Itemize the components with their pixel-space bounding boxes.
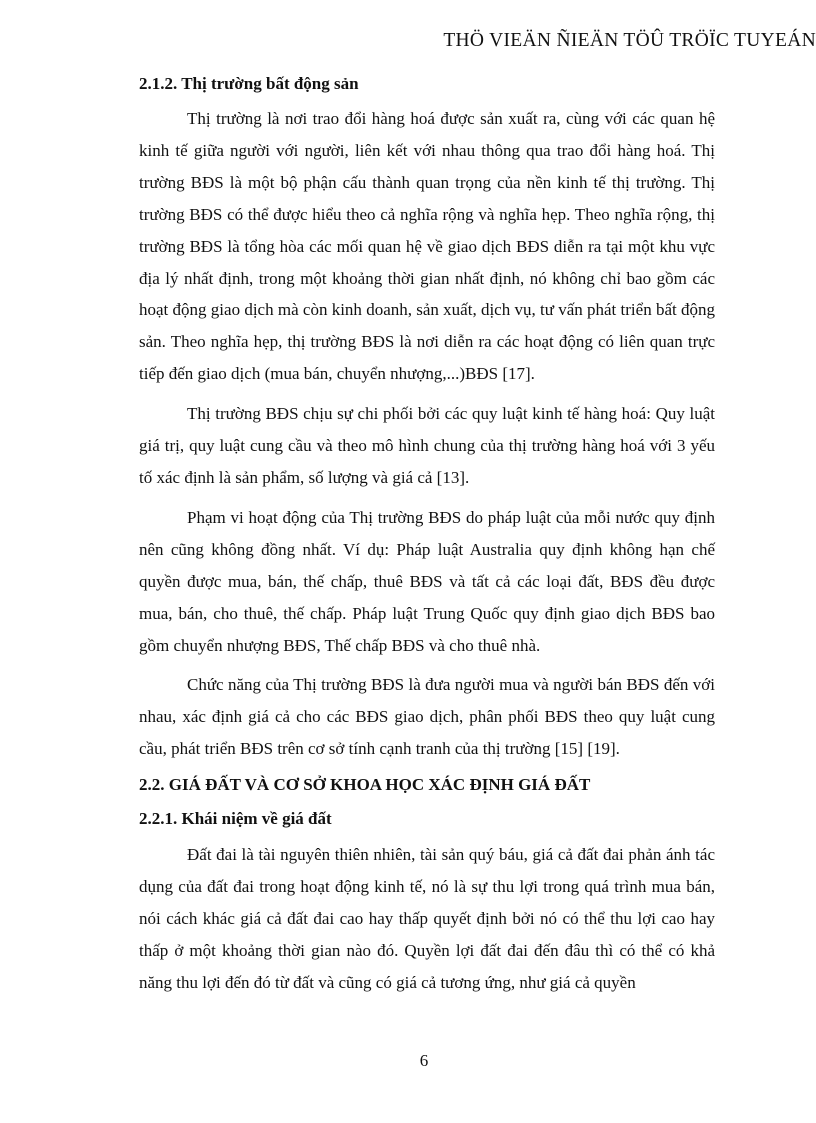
watermark-header: THÖ VIEÄN ÑIEÄN TÖÛ TRÖÏC TUYEÁN <box>443 30 816 51</box>
chapter-heading: 2.2. GIÁ ĐẤT VÀ CƠ SỞ KHOA HỌC XÁC ĐỊNH GIÁ ĐẤT <box>139 775 591 795</box>
paragraph-market-function: Chức năng của Thị trường BĐS là đưa người mua và người bán BĐS đến với nhau, xác định giá cả cho các BĐS giao dịch, phân phối BĐS theo quy luật cung cầu, phát triển BĐS trên cơ sở tính cạnh tranh của thị trường [15] [19]. <box>139 675 715 759</box>
page-number: 6 <box>419 1051 429 1070</box>
document-body <box>139 72 715 999</box>
subsection-heading: 2.2.1. Khái niệm về giá đất <box>139 809 332 829</box>
paragraph-market-laws: Thị trường BĐS chịu sự chi phối bởi các quy luật kinh tế hàng hoá: Quy luật giá trị, quy luật cung cầu và theo mô hình chung của thị trường hàng hoá với 3 yếu tố xác định là sản phẩm, số lượng và giá cả [13]. <box>139 404 715 487</box>
section-heading: 2.1.2. Thị trường bất động sản <box>139 74 359 93</box>
paragraph-market-scope: Phạm vi hoạt động của Thị trường BĐS do pháp luật của mỗi nước quy định nên cũng không đồng nhất. Ví dụ: Pháp luật Australia quy định không hạn chế quyền được mua, bán, thế chấp, thuê BĐS và tất cả các loại đất, BĐS đều được mua, bán, cho thuê, thế chấp. Pháp luật Trung Quốc quy định giao dịch BĐS bao gồm chuyển nhượng BĐS, Thế chấp BĐS và cho thuê nhà. <box>139 507 715 655</box>
paragraph-market-definition: Thị trường là nơi trao đổi hàng hoá được sản xuất ra, cùng với các quan hệ kinh tế giữa người với người, liên kết với nhau thông qua trao đổi hàng hoá. Thị trường BĐS là một bộ phận cấu thành quan trọng của nền kinh tế thị trường. Thị trường BĐS có thể được hiểu theo cả nghĩa rộng và nghĩa hẹp. Theo nghĩa rộng, thị trường BĐS là tổng hòa các mối quan hệ về giao dịch BĐS diễn ra tại một khu vực địa lý nhất định, trong một khoảng thời gian nhất định, nó không chỉ bao gồm các hoạt động giao dịch mà còn kinh doanh, sản xuất, dịch vụ, tư vấn phát triển bất động sản. Theo nghĩa hẹp, thị trường BĐS là nơi diễn ra các hoạt động có liên quan trực tiếp đến giao dịch (mua bán, chuyển nhượng,...)BĐS [17]. <box>139 109 715 384</box>
paragraph-land-price: Đất đai là tài nguyên thiên nhiên, tài sản quý báu, giá cả đất đai phản ánh tác dụng của đất đai trong hoạt động kinh tế, nó là sự thu lợi trong quá trình mua bán, nói cách khác giá cả đất đai cao hay thấp quyết định bởi nó có thể thu lợi cao hay thấp ở một khoảng thời gian nào đó. Quyền lợi đất đai đến đâu thì có thể có khả năng thu lợi đến đó từ đất và cũng có giá cả tương ứng, như giá cả quyền <box>139 845 715 992</box>
